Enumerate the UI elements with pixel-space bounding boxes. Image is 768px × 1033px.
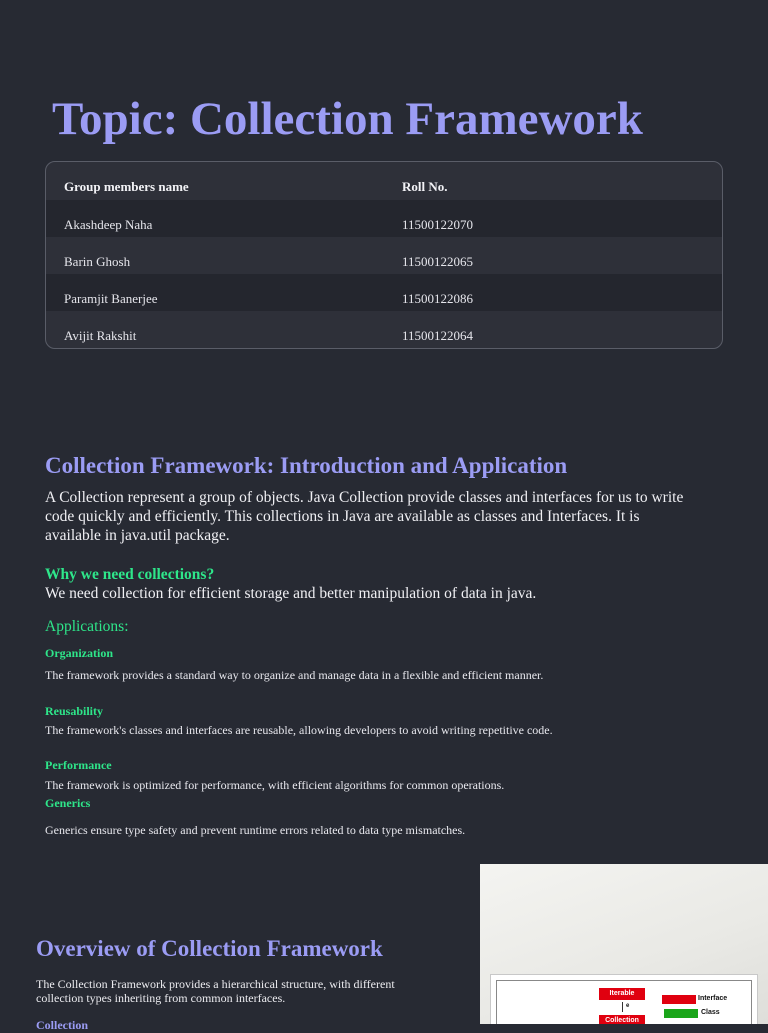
member-name: Avijit Rakshit [64, 328, 137, 343]
app-text-organization: The framework provides a standard way to organize and manage data in a flexible and efficient manner. [45, 668, 544, 682]
arrow-label: e [626, 1003, 630, 1009]
app-text-reusability: The framework's classes and interfaces are reusable, allowing developers to avoid writing repetitive code. [45, 723, 553, 737]
app-text-performance: The framework is optimized for performance, with efficient algorithms for common operations. [45, 778, 505, 792]
group-members-table [45, 161, 723, 349]
intro-paragraph: A Collection represent a group of objects. Java Collection provide classes and interfaces for us to write code quickly and efficiently. This collections in Java are available as classes and Interfaces. It is available in java.util package. [45, 489, 684, 544]
iterable-box: Iterable [599, 988, 645, 1000]
legend-interface-swatch [662, 995, 696, 1004]
column-header-roll: Roll No. [402, 179, 448, 194]
column-header-name: Group members name [64, 179, 189, 194]
legend-class-label: Class [701, 1009, 720, 1016]
legend-interface-label: Interface [698, 995, 728, 1002]
member-roll: 11500122065 [402, 254, 474, 269]
overview-subheading: Collection [36, 1018, 88, 1032]
hierarchy-arrow [622, 1002, 623, 1012]
table-header-row [46, 162, 722, 200]
overview-heading: Overview of Collection Framework [36, 936, 383, 961]
table-row [46, 200, 722, 237]
why-heading: Why we need collections? [45, 566, 215, 583]
member-roll: 11500122086 [402, 291, 474, 306]
app-text-generics: Generics ensure type safety and prevent runtime errors related to data type mismatches. [45, 823, 466, 837]
app-heading-reusability: Reusability [45, 704, 104, 718]
app-heading-organization: Organization [45, 646, 113, 660]
app-heading-performance: Performance [45, 758, 112, 772]
app-heading-generics: Generics [45, 796, 91, 810]
table-row [46, 274, 722, 311]
why-text: We need collection for efficient storage and better manipulation of data in java. [45, 585, 537, 602]
table-row [46, 311, 722, 348]
member-name: Barin Ghosh [64, 254, 131, 269]
legend-class-swatch [664, 1009, 698, 1018]
hierarchy-diagram [490, 974, 758, 1024]
table-row [46, 237, 722, 274]
collection-box: Collection [599, 1015, 645, 1024]
member-roll: 11500122070 [402, 217, 474, 232]
intro-heading: Collection Framework: Introduction and Application [45, 453, 568, 478]
applications-heading: Applications: [45, 618, 129, 635]
overview-paragraph: The Collection Framework provides a hierarchical structure, with different collection types inheriting from common interfaces. [36, 977, 395, 1005]
member-name: Paramjit Banerjee [64, 291, 158, 306]
member-roll: 11500122064 [402, 328, 474, 343]
hierarchy-figure [480, 864, 768, 1024]
member-name: Akashdeep Naha [64, 217, 153, 232]
page-title: Topic: Collection Framework [52, 93, 643, 145]
